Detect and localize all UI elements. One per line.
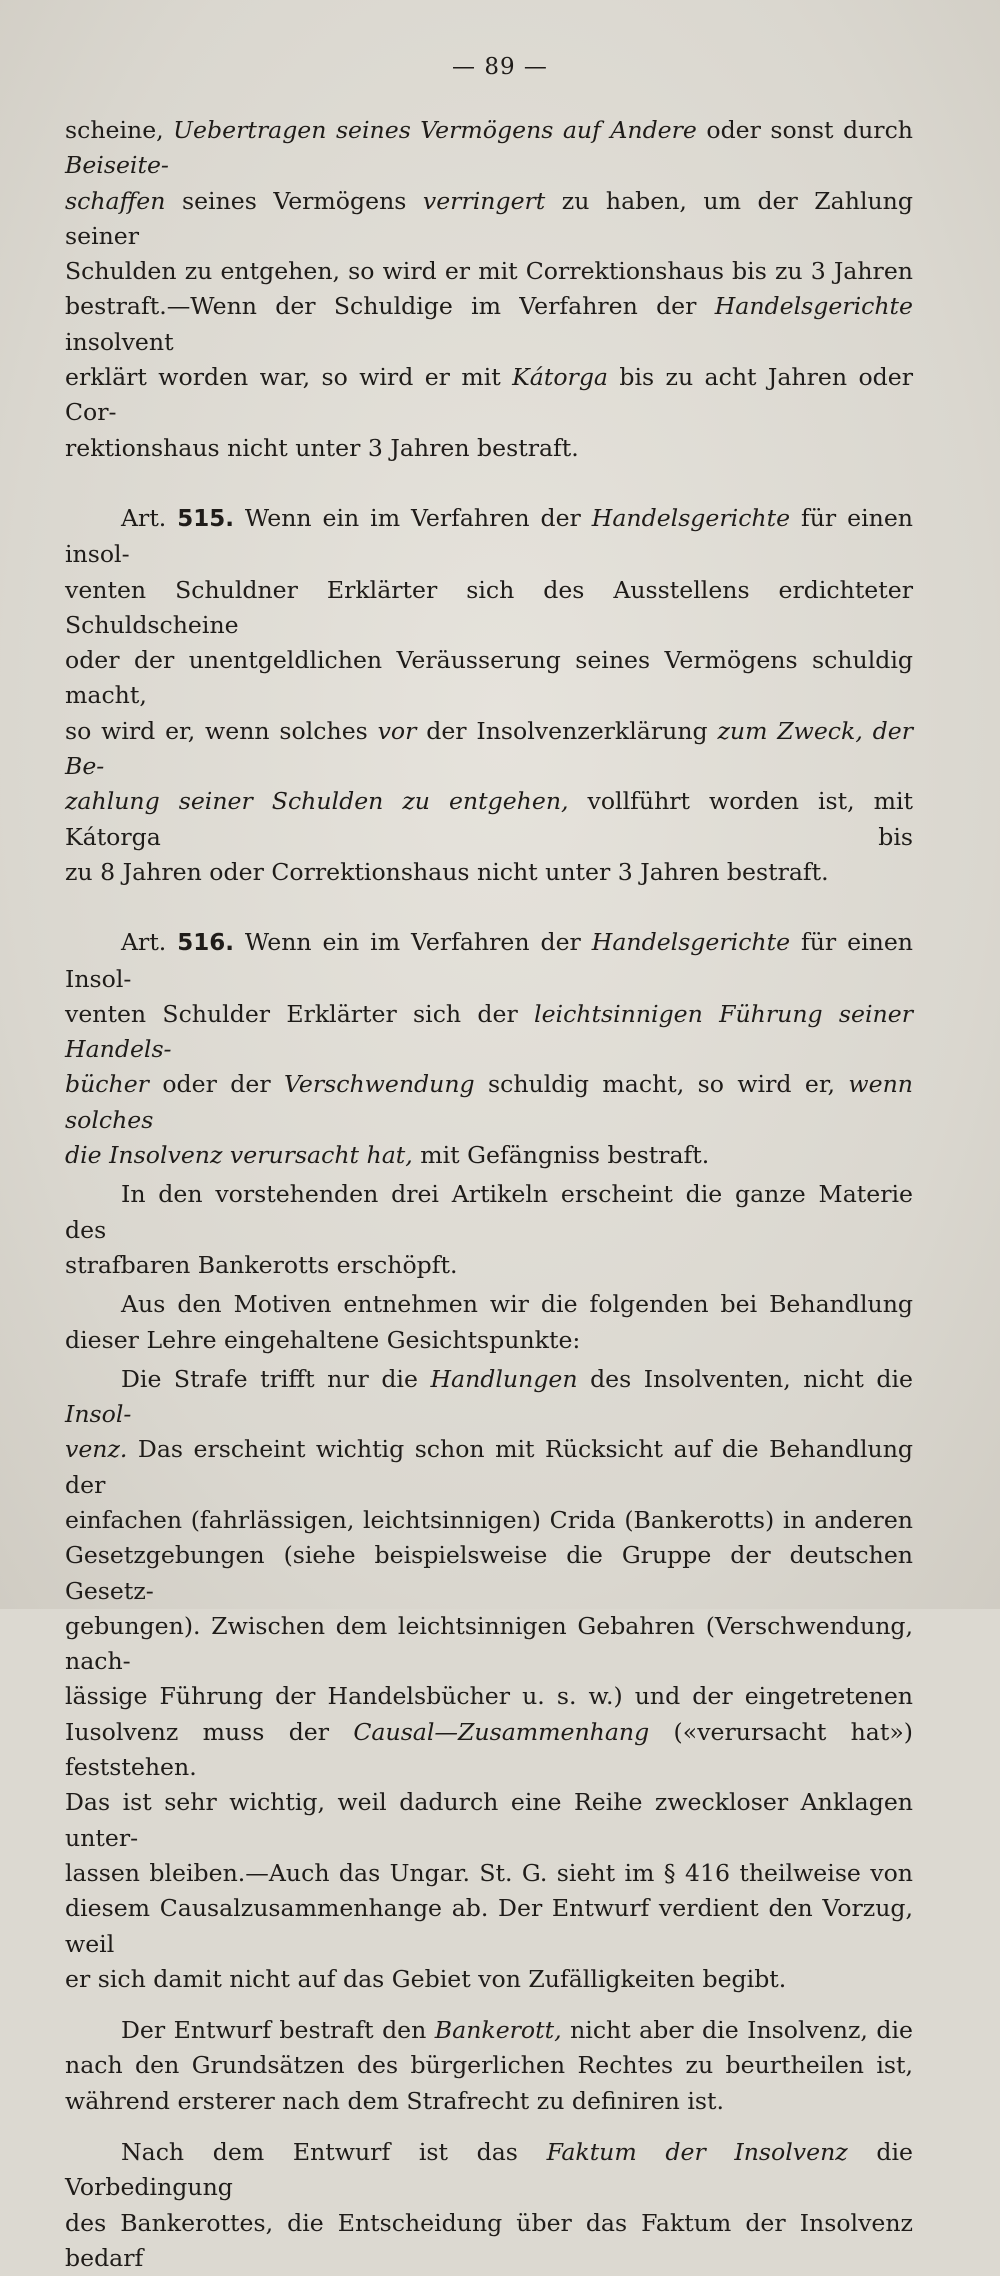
- text-line: [65, 2013, 913, 2048]
- italic-text: Beiseite-: [65, 151, 169, 180]
- text-run: schuldig macht, so wird er,: [474, 1070, 849, 1099]
- text-run: er sich damit nicht auf das Gebiet von Zufälligkeiten begibt.: [65, 1964, 787, 1993]
- text-run: zu 8 Jahren oder Correktionshaus nicht unter 3 Jahren bestraft.: [65, 857, 829, 886]
- text-run: zu haben, um der Zahlung seiner: [65, 186, 913, 250]
- text-line: [65, 1538, 913, 1609]
- text-run: nach den Grundsätzen des bürgerlichen Rechtes zu beurtheilen ist,: [65, 2051, 913, 2080]
- text-line: [65, 289, 913, 360]
- text-run: («verursacht hat») feststehen.: [65, 1717, 913, 1782]
- italic-text: wenn solches: [65, 1070, 913, 1134]
- text-line: [65, 1609, 913, 1680]
- text-run: einfachen (fahrlässigen, leichtsinnigen) Crida (Bankerotts) in anderen: [65, 1505, 913, 1534]
- paragraph-art-516: [65, 925, 913, 1173]
- text-run: mit Gefängniss bestraft.: [412, 1141, 710, 1170]
- text-run: während ersterer nach dem Strafrecht zu definiren ist.: [65, 2086, 725, 2115]
- text-run: Wenn ein im Verfahren der: [233, 503, 592, 532]
- text-run: bis zu acht Jahren oder Cor-: [65, 363, 914, 427]
- italic-text: Bankerott,: [434, 2016, 562, 2045]
- text-run: Nach dem Entwurf ist das: [121, 2138, 547, 2167]
- paragraph-commentary-4: [65, 2013, 913, 2119]
- text-run: venten Schulder Erklärter sich der: [65, 999, 535, 1028]
- text-line: [65, 1138, 913, 1173]
- text-line: [65, 643, 913, 714]
- article-number: 516.: [177, 930, 234, 957]
- italic-text: vor: [377, 716, 417, 745]
- text-line: [65, 1679, 913, 1714]
- text-line: [65, 1067, 913, 1138]
- italic-text: Verschwendung: [284, 1070, 475, 1099]
- text-line: [65, 997, 913, 1068]
- text-line: [65, 2048, 913, 2083]
- paragraph-continuation: [65, 113, 913, 466]
- body-text: [65, 113, 913, 2276]
- text-run: des Insolventen, nicht die: [577, 1364, 913, 1393]
- paragraph-art-515: [65, 501, 913, 890]
- text-run: erklärt worden war, so wird er mit: [65, 363, 513, 392]
- text-run: seines Vermögens: [165, 186, 423, 215]
- text-run: Das ist sehr wichtig, weil dadurch eine Reihe zweckloser Anklagen unter-: [65, 1788, 913, 1852]
- italic-text: Handlungen: [430, 1364, 578, 1393]
- italic-text: Kátorga: [512, 363, 608, 392]
- text-run: lässige Führung der Handelsbücher u. s. w.) und der eingetretenen: [65, 1682, 913, 1711]
- text-line: [65, 113, 913, 184]
- text-line: [65, 254, 913, 289]
- text-run: venten Schuldner Erklärter sich des Ausstellens erdichteter Schuldscheine: [65, 575, 913, 639]
- paragraph-commentary-3: [65, 1362, 913, 1997]
- italic-text: Causal—Zusammenhang: [353, 1717, 650, 1746]
- italic-text: zahlung seiner Schulden zu entgehen,: [65, 787, 569, 816]
- text-run: lassen bleiben.—Auch das Ungar. St. G. sieht im § 416 theilweise von: [65, 1858, 913, 1887]
- text-line: [65, 714, 913, 785]
- text-line: [65, 784, 913, 855]
- text-run: bestraft.—Wenn der Schuldige im Verfahren der: [65, 292, 715, 321]
- text-line: [65, 925, 913, 997]
- text-line: [65, 1432, 913, 1503]
- text-run: rektionshaus nicht unter 3 Jahren bestraft.: [65, 433, 579, 462]
- text-line: [65, 1962, 913, 1997]
- text-line: [65, 1785, 913, 1856]
- text-line: [65, 1287, 913, 1322]
- text-run: Schulden zu entgehen, so wird er mit Correktionshaus bis zu 3 Jahren: [65, 257, 913, 286]
- italic-text: Handelsgerichte: [591, 503, 791, 532]
- text-line: [65, 501, 913, 573]
- text-run: Art.: [121, 928, 178, 957]
- italic-text: verringert: [422, 186, 546, 215]
- text-line: [65, 2206, 913, 2276]
- text-run: die Vorbedingung: [65, 2138, 913, 2202]
- text-run: dieser Lehre eingehaltene Gesichtspunkte:: [65, 1325, 581, 1354]
- text-run: Aus den Motiven entnehmen wir die folgenden bei Behandlung: [121, 1290, 913, 1319]
- text-line: [65, 573, 913, 644]
- italic-text: Faktum der Insolvenz: [546, 2138, 848, 2167]
- text-line: [65, 1503, 913, 1538]
- text-line: [65, 1177, 913, 1248]
- text-run: diesem Causalzusammenhange ab. Der Entwurf verdient den Vorzug, weil: [65, 1894, 913, 1958]
- italic-text: Insol-: [65, 1400, 132, 1429]
- text-line: [65, 1715, 913, 1786]
- text-line: [65, 1362, 913, 1433]
- page-number: — 89 —: [452, 54, 548, 80]
- text-line: [65, 1891, 913, 1962]
- text-run: Gesetzgebungen (siehe beispielsweise die Gruppe der deutschen Gesetz-: [65, 1541, 913, 1605]
- text-run: Die Strafe trifft nur die: [121, 1364, 431, 1393]
- text-run: Art.: [121, 503, 178, 532]
- paragraph-commentary-5: [65, 2135, 913, 2276]
- text-run: oder sonst durch: [696, 116, 913, 144]
- text-line: [65, 360, 913, 431]
- article-number: 515.: [177, 505, 234, 532]
- italic-text: schaffen: [65, 186, 166, 215]
- text-run: vollführt worden ist, mit Kátorga bis: [65, 787, 913, 851]
- text-run: strafbaren Bankerotts erschöpft.: [65, 1250, 458, 1279]
- text-run: insolvent: [65, 327, 174, 356]
- italic-text: venz.: [65, 1435, 128, 1464]
- italic-text: Uebertragen seines Vermögens auf Andere: [173, 116, 697, 144]
- text-line: [65, 1856, 913, 1891]
- italic-text: bücher: [65, 1070, 149, 1099]
- text-run: so wird er, wenn solches: [65, 716, 378, 745]
- text-run: gebungen). Zwischen dem leichtsinnigen Gebahren (Verschwendung, nach-: [65, 1611, 913, 1676]
- text-line: [65, 184, 913, 255]
- text-run: für einen Insol-: [65, 928, 913, 993]
- text-run: oder der unentgeldlichen Veräusserung seines Vermögens schuldig macht,: [65, 646, 913, 710]
- italic-text: die Insolvenz verursacht hat,: [65, 1141, 413, 1170]
- text-run: nicht aber die Insolvenz, die: [561, 2016, 913, 2045]
- text-run: für einen insol-: [65, 503, 913, 569]
- text-run: des Bankerottes, die Entscheidung über das Faktum der Insolvenz bedarf: [65, 2208, 913, 2272]
- text-run: der Insolvenzerklärung: [416, 716, 718, 745]
- text-line: [65, 2084, 913, 2119]
- text-run: oder der: [148, 1070, 285, 1099]
- text-line: [65, 2135, 913, 2206]
- text-run: Iusolvenz muss der: [65, 1717, 354, 1746]
- text-run: Der Entwurf bestraft den: [121, 2016, 435, 2045]
- italic-text: zum Zweck, der Be-: [65, 716, 913, 781]
- text-line: [65, 1323, 913, 1358]
- text-run: In den vorstehenden drei Artikeln erscheint die ganze Materie des: [65, 1180, 913, 1244]
- italic-text: leichtsinnigen Führung seiner Handels-: [65, 999, 913, 1064]
- text-line: [65, 1248, 913, 1283]
- text-line: [65, 431, 913, 466]
- italic-text: Handelsgerichte: [591, 928, 791, 957]
- text-run: Wenn ein im Verfahren der: [233, 928, 592, 957]
- paragraph-commentary-2: [65, 1287, 913, 1358]
- paragraph-commentary-1: [65, 1177, 913, 1283]
- text-run: Das erscheint wichtig schon mit Rücksicht auf die Behandlung der: [65, 1435, 913, 1499]
- text-line: [65, 855, 913, 890]
- italic-text: Handelsgerichte: [714, 292, 913, 321]
- text-run: scheine,: [65, 116, 174, 144]
